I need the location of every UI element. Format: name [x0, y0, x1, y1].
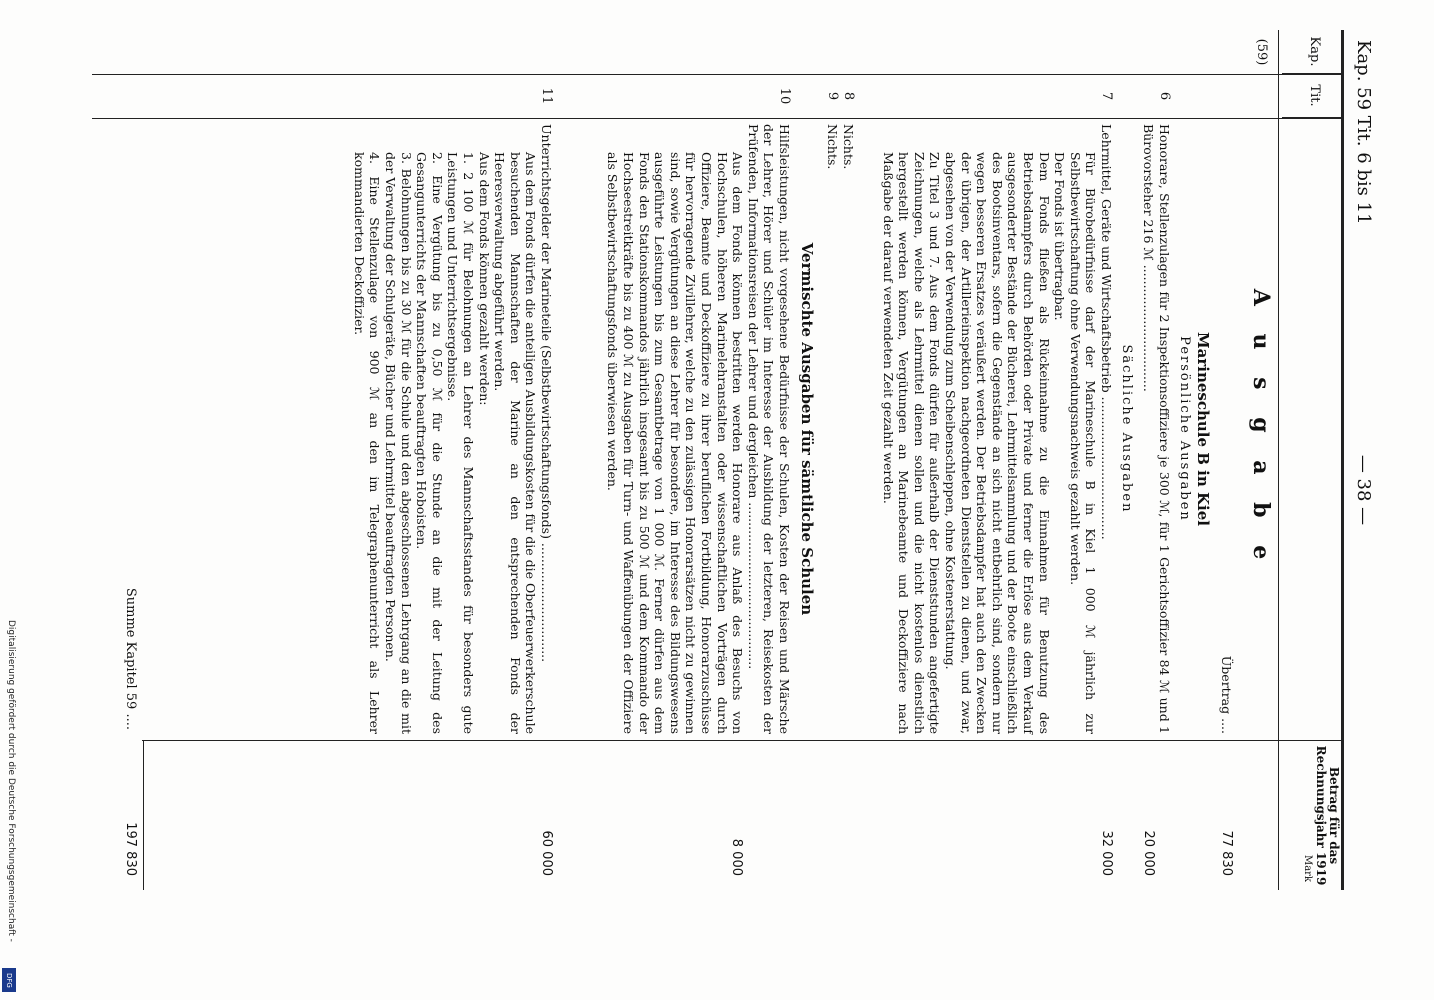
tit10-line2: Aus dem Fonds können bestritten werden Honorare aus Anlaß des Besuchs von Hochschulen, höheren Marinelehranstalten oder wissenschaftlichen Vorträgen durch Offiziere, Beamte und Deckoffiziere zu ihrer beruflichen Fortbildung, Honorarzuschüsse für hervorragende Zivillehrer, welche zu den zulässigen Honorarsätzen nicht zu gewinnen sind, sowie Vergütungen an diese Lehrer für besondere, im Interesse des Bildungswesens ausgeführte Leistungen bis zum Gesamtbetrage von 1 000 ℳ. Ferner dürfen aus dem Fonds den Stationskommandos jährlich insgesamt bis zu 500 ℳ und dem Kommando der Hochseestreitkräfte bis zu 400 ℳ zu Ausgaben für Turn- und Waffenübungen der Offiziere als Selbstbewirtschaftungsfonds überwiesen werden.	[605, 152, 746, 734]
tit6-amount: 20 000	[1141, 830, 1156, 876]
tit11-line1: Unterrichtsgelder der Marineteile (Selbstbewirtschaftungsfonds) ..............................	[539, 124, 554, 663]
section1-subheading2: Sächliche Ausgaben	[1119, 344, 1134, 514]
tit9-text: Nichts.	[825, 124, 840, 170]
tit7-line3: Der Fonds ist übertragbar.	[1052, 152, 1068, 321]
tit7-line4: Dem Fonds fließen als Rückeinnahme zu die Einnahmen für Benutzung des Betriebsdampfers durch Behörden oder Private und ferner die Erlöse aus dem Verkauf ausgesonderter Bestände der Bücherei, Lehrmittelsammlung und der Boote einschließlich des Bootsinventars, sofern die Gegenstände an sich nicht entbehrlich sind, sondern nur wegen besseren Ersatzes veräußert werden. Der Betriebsdampfer hat auch den Zwecken der übrigen, der Artillerieinspektion nachgeordneten Dienststellen zu dienen, und zwar, abgesehen von der Verwendung zum Scheibenschleppen, ohne Kostenerstattung.	[943, 152, 1052, 734]
col-header-betrag	[1282, 740, 1342, 890]
tit8-number: 8	[841, 91, 856, 101]
tit10-line1: Hilfsleistungen, nicht vorgesehene Bedürfnisse der Schulen, Kosten der Reisen und Märsche der Lehrer, Hörer und Schüler im Interesse der Ausbildung der letzteren, Reisekosten der Prüfenden, Informationsreisen der Lehrer und dergleichen ..........................................	[745, 124, 792, 734]
tit9-number: 9	[825, 91, 840, 101]
digitization-note-text: Digitalisierung gefördert durch die Deutsche Forschungsgemeinschaft -	[6, 620, 16, 942]
section-title: A u s g a b e	[1248, 288, 1274, 570]
betrag-label: Betrag für das Rechnungsjahr 1919	[1314, 745, 1341, 886]
tit10-text	[605, 118, 792, 740]
tit8-text: Nichts.	[841, 124, 856, 170]
tit7-text	[880, 118, 1114, 740]
page-number: — 38 —	[1353, 454, 1374, 526]
tit7-line1: Lehrmittel, Geräte und Wirtschaftsbetrieb ....................................	[1099, 124, 1114, 540]
section2-heading: Vermischte Ausgaben für sämtliche Schulen	[798, 242, 816, 616]
tit7-line5: Zu Titel 3 und 7. Aus dem Fonds dürfen für außerhalb der Dienststunden angefertigte Zeichnungen, welche als Lehrmittel dienen sollen und die nicht kostenlos dienstlich hergestellt werden können, Vergütungen an Marinebeamte und Deckoffiziere nach Maßgabe der darauf verwendeten Zeit gezahlt werden.	[880, 152, 943, 734]
tit7-line2: Für Bürobedürfnisse darf der Marineschule B in Kiel 1 000 ℳ jährlich zur Selbstbewirtschaftung ohne Verwendungsnachweis gezahlt werden.	[1067, 152, 1099, 734]
section1-heading: Marineschule B in Kiel	[1194, 332, 1212, 526]
page-header	[1344, 40, 1384, 940]
sum-amount: 197 830	[123, 822, 138, 876]
kap-column-rule	[92, 74, 1342, 75]
tit11-item-3: 3. Belohnungen bis zu 30 ℳ für die Schule und den abgeschlossenen Lehrgang an die mit der Verwaltung der Schulgeräte, Bücher und Lehrmittel beauftragten Personen.	[383, 152, 414, 734]
section1-subheading: Persönliche Ausgaben	[1177, 336, 1192, 522]
tit10-number: 10	[777, 87, 792, 105]
uebertrag-label: Übertrag ....	[1219, 655, 1234, 734]
tit11-item-4: 4. Eine Stellenzulage von 900 ℳ an den im Telegraphenunterricht als Lehrer kommandierten Deckoffizier.	[351, 152, 383, 734]
tit11-item-2: 2. Eine Vergütung bis zu 0,50 ℳ für die Stunde an die mit der Leitung des Gesangunterrichts der Mannschaften beauftragten Hoboisten.	[414, 152, 445, 734]
tit7-number: 7	[1099, 91, 1114, 101]
sum-label: Summe Kapitel 59 ....	[123, 587, 138, 730]
tit11-text	[351, 118, 554, 740]
tit11-amount: 60 000	[539, 830, 554, 876]
dfg-logo: DFG	[2, 968, 16, 992]
unit-label: Mark	[1302, 854, 1313, 882]
tit6-text: Honorare, Stellenzulagen für 2 Inspektionsoffiziere je 300 ℳ, für 1 Gerichtsoffizier 84 ℳ und 1 Bürovorsteher 216 ℳ ................................	[1141, 124, 1172, 734]
tit7-amount: 32 000	[1099, 830, 1114, 876]
header-chapter: Kap. 59 Tit. 6 bis 11	[1353, 40, 1374, 225]
digitization-note	[2, 620, 18, 990]
header-rule	[1278, 30, 1279, 890]
tit11-line2: Aus dem Fonds dürfen die anteiligen Ausbildungskosten für die die Oberfeuerwerkerschule besuchenden Mannschaften der Marine an den entsprechenden Fonds der Heeresverwaltung abgeführt werden.	[492, 152, 539, 734]
tit11-number: 11	[539, 87, 554, 105]
uebertrag-amount: 77 830	[1219, 830, 1234, 876]
kap-marker: (59)	[1254, 38, 1269, 66]
col-header-tit: Tit.	[1282, 74, 1342, 118]
tit10-amount: 8 000	[729, 838, 744, 876]
tit11-line3: Aus dem Fonds können gezahlt werden:	[476, 152, 492, 406]
tit11-item-1: 1. 2 100 ℳ für Belohnungen an Lehrer des Mannschaftsstandes für besonders gute Leistungen und Unterrichtsergebnisse.	[445, 152, 477, 734]
tit6-number: 6	[1157, 91, 1172, 101]
sum-rule	[143, 740, 144, 890]
col-header-kap: Kap.	[1282, 30, 1342, 74]
